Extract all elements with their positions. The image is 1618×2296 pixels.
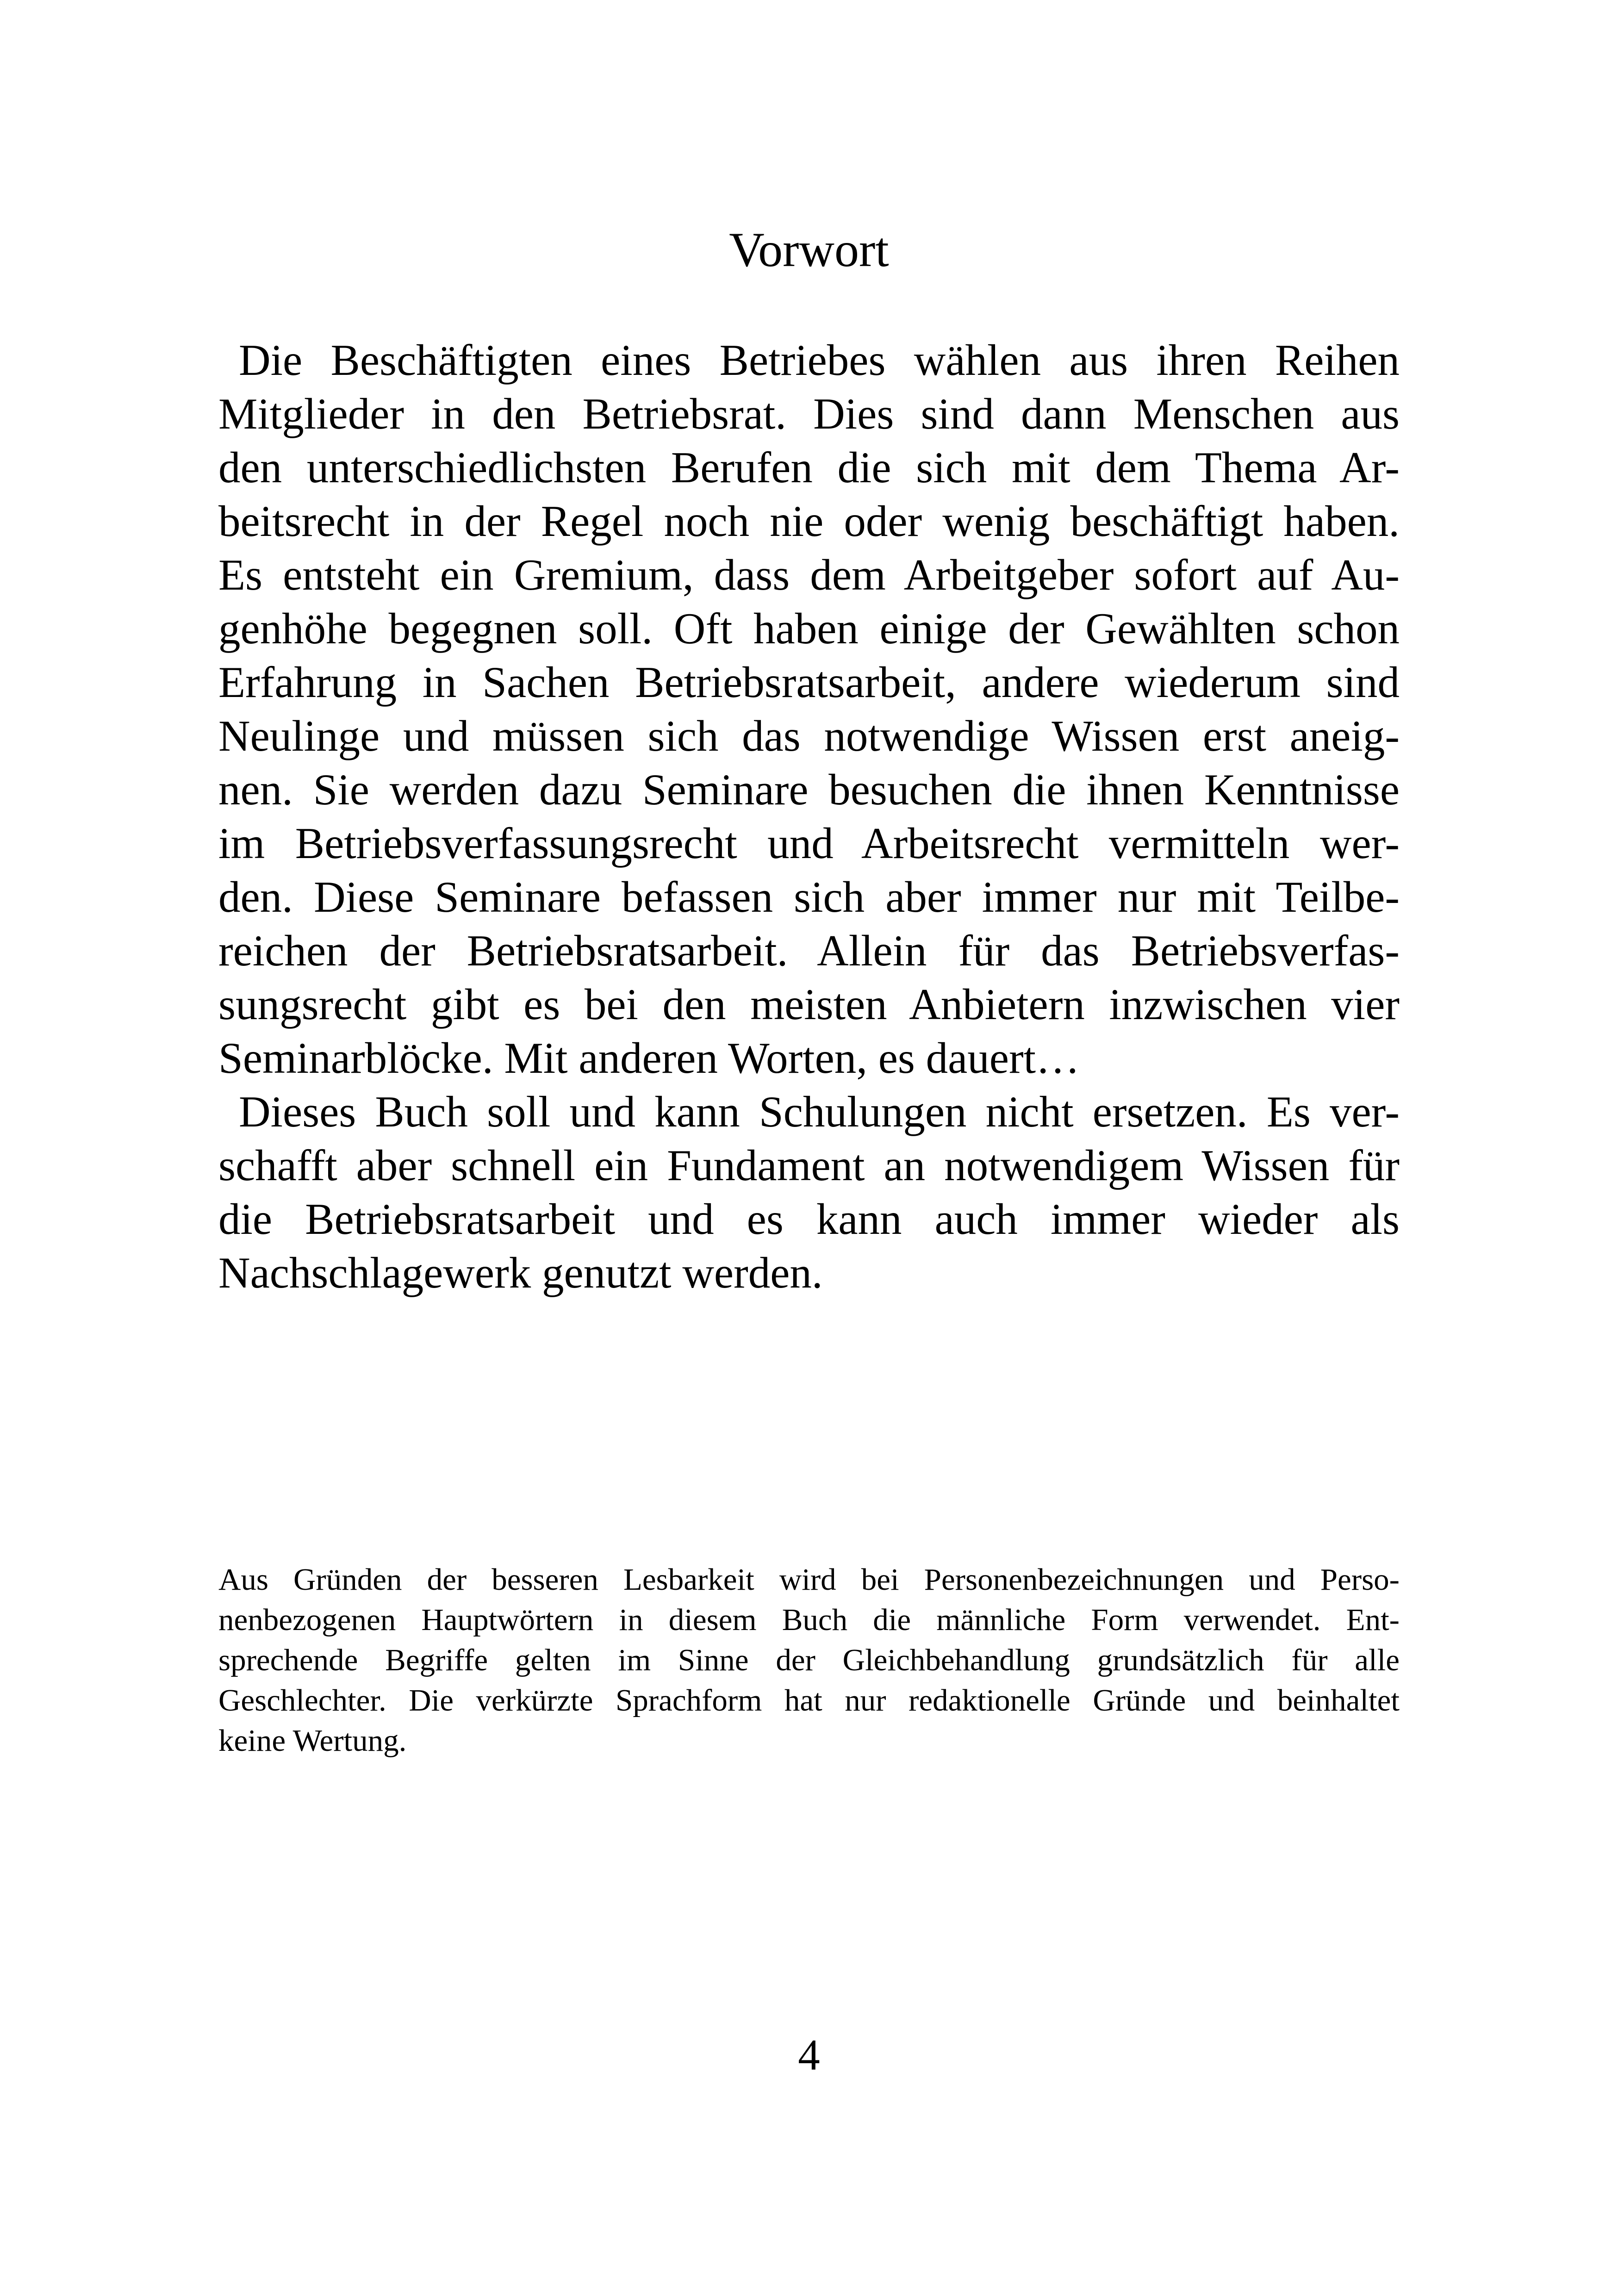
body-line: Seminarblöcke. Mit anderen Worten, es dauert…	[218, 1033, 1080, 1083]
footnote-line: sprechende Begriffe gelten im Sinne der Gleichbehandlung grundsätzlich für alle	[218, 1643, 1400, 1677]
page-number: 4	[798, 2030, 820, 2079]
page-title: Vorwort	[729, 223, 889, 277]
footnote-line: Geschlechter. Die verkürzte Sprachform hat nur redaktionelle Gründe und beinhaltet	[218, 1683, 1400, 1717]
footnote-line: keine Wertung.	[218, 1724, 407, 1758]
body-line: den. Diese Seminare befassen sich aber immer nur mit Teilbe-	[218, 872, 1400, 921]
body-line: reichen der Betriebsratsarbeit. Allein für das Betriebsverfas-	[218, 926, 1400, 975]
body-line: Nachschlagewerk genutzt werden.	[218, 1248, 823, 1297]
footnote-line: nenbezogenen Hauptwörtern in diesem Buch die männliche Form verwendet. Ent-	[218, 1603, 1400, 1637]
body-line: genhöhe begegnen soll. Oft haben einige der Gewählten schon	[218, 604, 1400, 653]
body-line: im Betriebsverfassungsrecht und Arbeitsrecht vermitteln wer-	[218, 819, 1400, 868]
body-line: beitsrecht in der Regel noch nie oder wenig beschäftigt haben.	[218, 497, 1400, 546]
body-line: sungsrecht gibt es bei den meisten Anbietern inzwischen vier	[218, 980, 1400, 1029]
body-line: Die Beschäftigten eines Betriebes wählen aus ihren Reihen	[239, 336, 1400, 385]
footnote-line: Aus Gründen der besseren Lesbarkeit wird bei Personenbezeichnungen und Perso-	[218, 1562, 1400, 1597]
body-line: nen. Sie werden dazu Seminare besuchen die ihnen Kenntnisse	[218, 765, 1400, 814]
body-line: Dieses Buch soll und kann Schulungen nicht ersetzen. Es ver-	[239, 1087, 1400, 1136]
body-line: Mitglieder in den Betriebsrat. Dies sind dann Menschen aus	[218, 389, 1400, 438]
body-line: Es entsteht ein Gremium, dass dem Arbeitgeber sofort auf Au-	[218, 550, 1400, 599]
body-line: den unterschiedlichsten Berufen die sich mit dem Thema Ar-	[218, 443, 1400, 492]
body-line: schafft aber schnell ein Fundament an notwendigem Wissen für	[218, 1141, 1400, 1190]
preface-body	[218, 333, 1400, 1300]
body-line: Neulinge und müssen sich das notwendige Wissen erst aneig-	[218, 711, 1400, 760]
body-line: die Betriebsratsarbeit und es kann auch immer wieder als	[218, 1195, 1400, 1244]
gender-note	[218, 1560, 1400, 1761]
body-line: Erfahrung in Sachen Betriebsratsarbeit, andere wiederum sind	[218, 658, 1400, 707]
